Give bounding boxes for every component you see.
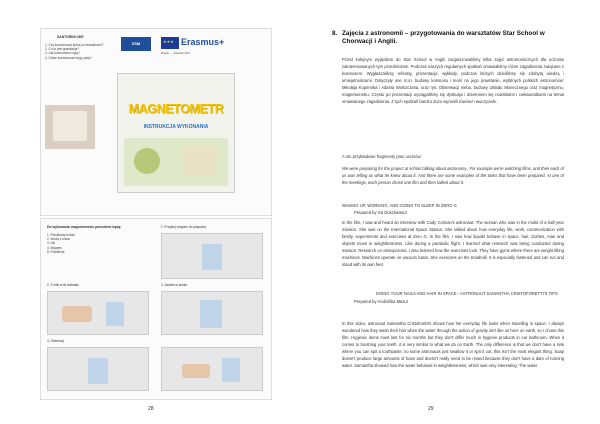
cup-shape [202,244,222,270]
eu-flag-icon [161,37,179,49]
magnetometer-poster [117,73,235,193]
essay-author: Prepared by Andżelika Mazur [354,299,409,304]
essay-title: DOING YOUR NAILS AND HAIR IN SPACE - ASTRONAUT SAMANTHA CRISTOFORETTI'S TIPS [376,291,558,296]
materials-item: 4. Magnes [47,245,62,250]
hand-shape [62,306,92,322]
cup-shape [222,358,240,382]
worksheet-scan-2 [40,218,272,400]
worksheet-title: SANTORINI UKE [57,35,84,39]
essay-title: WAKING UP, WORKING, AND GOING TO SLEEP IN ZERO G [342,203,457,208]
worksheet-text [45,43,107,60]
section-title: Zajęcia z astronomii – przygotowania do warsztatów Star School w Chorwacji i Anglii. [342,30,545,46]
worksheet-line: 1. Czy kosmonauci jedzą w nieważkości? [45,43,104,47]
eu-caption: Projekt ... - Kwiecień 2017 [161,52,191,55]
cup-shape [106,302,124,326]
essay-author: Prepared by Iza Duszkiewicz [354,210,408,215]
materials-item: 5. Plastelina [47,249,65,254]
page-number: 29 [428,406,434,412]
erasmus-logo: Erasmus+ [181,37,225,47]
cup-shape [88,358,108,384]
materials-item: 3. Nić [47,241,56,246]
step-photo [161,291,263,335]
section-number: 8. [332,30,338,37]
section-heading [332,30,572,46]
materials-item: 2. Wodą z kranu [47,237,71,242]
step-photo [47,291,149,335]
step-caption: 3. Zawieś w kubku [161,283,188,287]
hand-shape [182,364,210,378]
essay-body: In the film, I saw and heard an interview with Cady Colman's astronaut. The woman who was in the midst of a half-year mission. She was on the International Space Station. She talked about how everyday life, work, communication with family, experiments and exercises at Zero G. In the film, I saw how liquids behave in space, hair, clothes, man and objects move in weightlessness. Like during a parabolic flight. I learned what research was being conducted during mission. Research on osteoporosis. I also learned how the exercises look. They have gyms where there are weight lifting machines. Machines operate on vacuum basis. She exercises on the treadmill. It is especially fastened and can run and stand with its own feet. [342,220,564,268]
magnetometer-subtitle: INSTRUKCJA WYKONANIA [143,124,209,130]
step-photo [161,233,263,279]
materials-title: Do wykonania magnetometru potrzebne będą: [47,225,122,229]
materials-item: 1. Plastikowy kubek [47,233,75,237]
worksheet-line: 4. Gdzie kosmonauci myją zęby? [45,55,92,60]
school-logo: ZSM [121,37,151,51]
erasmus-banner [121,35,261,63]
materials-list [47,233,145,254]
intro-paragraph: Przed kolejnym wyjazdem do Star School w Anglii zorganizowaliśmy kilka zajęć astronomicznych dla uczniów zainteresowanych tym przedmiotem. Podczas naszych regularnych spotkań omawialiśmy różne zagadnienia związane z kosmosem. Wygłaszaliśmy referaty, prezentacje, wykłady, podczas których dzieliliśmy się zdobytą wiedzą i umiejętnościami. Dotyczyły one m.in. budowy kosmosu i teorii na jego powstanie, wybitnych polskich astronomów: Mikołaja Kopernika i Adama Wolszczana, oraz rys. Obserwacji nieba, budowy Układu Słonecznego oraz magnetyzmu, magnetometru. Często po prezentacji wyciągaliśmy się dyskusja i dzieleniem się nowinkami i ciekawostkami na temat omawianego zagadnienia. Z tych spotkań bardzo dużo wynieśli również nauczyciele. [342,57,564,105]
worksheet-line: 2. Co to jest grawitacja? [45,47,80,52]
magnetometer-photo [124,138,228,186]
step-photo [161,347,263,391]
fragments-label: A oto przykładowe fragmenty prac uczniów: [342,154,422,159]
magnetometer-title: MAGNETOMETR [128,102,224,116]
cup-shape [200,300,222,328]
right-page [300,0,600,424]
step-caption: 4. Obserwuj [47,339,65,343]
page-number: 28 [148,406,154,412]
worksheet-line: 3. Jak kosmonauci śpią? [45,51,80,56]
quote-paragraph: We were preparing for the project at school talking about astronomy.. For example we're watching films, and then each of us was telling us what he knew about it. And there are some examples of the tasks that have been prepared. At one of the meetings, each person chose one film and then talked about it. [342,166,564,186]
step-caption: 1. Przyklej magnes do patyczka [161,225,206,229]
worksheet-scan-1 [40,28,272,216]
step-photo [47,347,149,391]
essay-body: In this video, astronaut Samantha Cristoforetti's shows how her everyday life looks when travelling in space. I always wondered how they wash their hair when the water through the action of gravity isn't like us here on earth, so I chose this film. Hygienic items must last for six months but they don't differ much in hygiene products in our bathroom. When it comes to brushing your teeth, it is very similar to what we do on Earth. The only difference is that we don't have a sink where you can spit a toothpaste, so some astronauts just swallow it or spit it out, this isn't the most elegant thing. Soap doesn't produce large amounts of foam and doesn't really need to be rinsed because they don't have a dam of running water. Samantha showed how the water behaved in weightlessness, which was very interesting. The water [342,321,564,369]
step-caption: 2. Z nitki zrób wahadło [47,283,79,287]
worksheet-photo [45,105,95,149]
